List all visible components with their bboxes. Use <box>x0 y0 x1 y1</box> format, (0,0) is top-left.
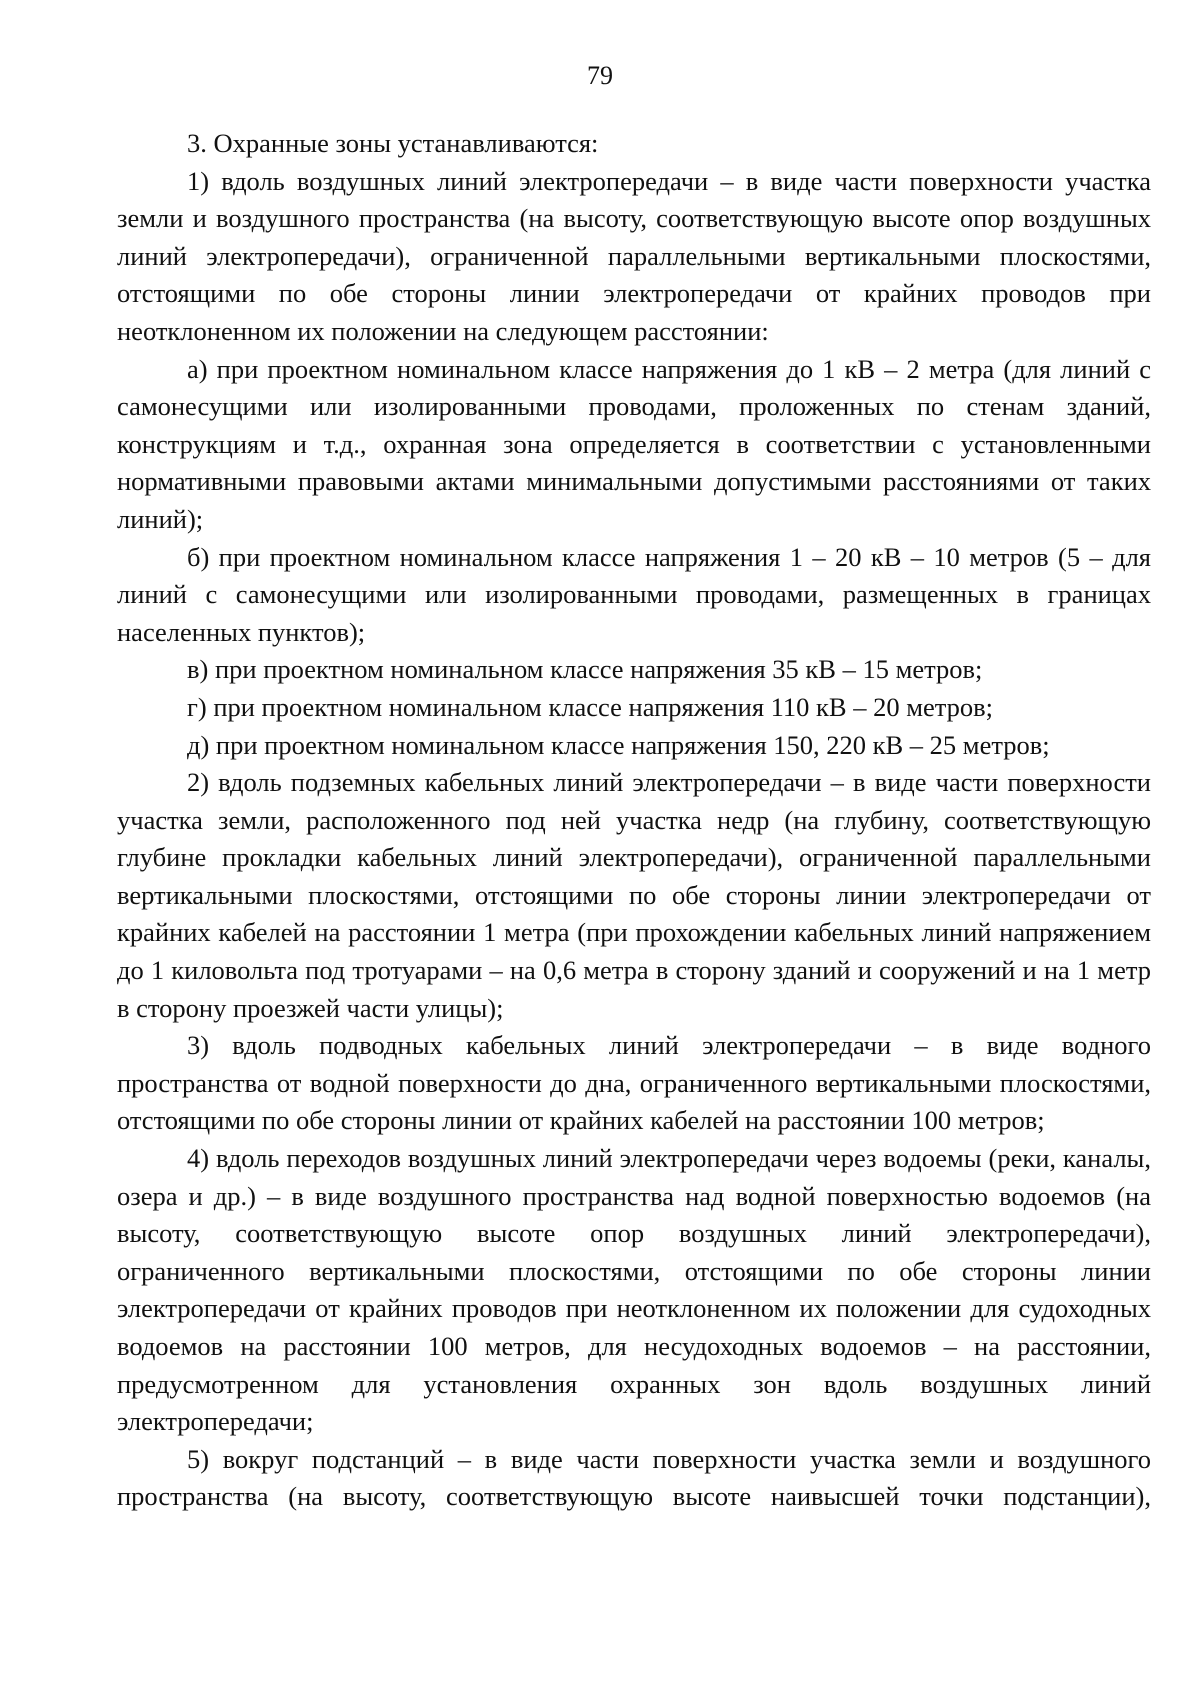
paragraph-overhead-lines: 1) вдоль воздушных линий электропередачи – в виде части поверхности участка земли и воздушного пространства (на высоту, соответствующую высоте опор воздушных линий электропередачи), ограниченной параллельными вертикальными плоскостями, отстоящими по обе стороны линии электропередачи от крайних проводов при неотклоненном их положении на следующем расстоянии: <box>117 165 1151 346</box>
paragraph-underground-cables: 2) вдоль подземных кабельных линий электропередачи – в виде части поверхности участка земли, расположенного под ней участка недр (на глубину, соответствующую глубине прокладки кабельных линий электропередачи), ограниченной параллельными вертикальными плоскостями, отстоящими по обе стороны линии электропередачи от крайних кабелей на расстоянии 1 метра (при прохождении кабельных линий напряжением до 1 киловольта под тротуарами – на 0,6 метра в сторону зданий и сооружений и на 1 метр в сторону проезжей части улицы); <box>117 767 1151 1023</box>
paragraph-item-d: д) при проектном номинальном классе напряжения 150, 220 кВ – 25 метров; <box>187 729 1050 760</box>
page-number: 79 <box>587 61 613 90</box>
paragraph-water-crossings: 4) вдоль переходов воздушных линий электропередачи через водоемы (реки, каналы, озера и др.) – в виде воздушного пространства над водной поверхностью водоемов (на высоту, соответствующую высоте опор воздушных линий электропередачи), ограниченного вертикальными плоскостями, отстоящими по обе стороны линии электропередачи от крайних проводов при неотклоненном их положении для судоходных водоемов на расстоянии 100 метров, для несудоходных водоемов – на расстоянии, предусмотренном для установления охранных зон вдоль воздушных линий электропередачи; <box>117 1143 1151 1437</box>
body-text <box>117 125 1151 1516</box>
paragraph-item-a: а) при проектном номинальном классе напряжения до 1 кВ – 2 метра (для линий с самонесущими или изолированными проводами, проложенных по стенам зданий, конструкциям и т.д., охранная зона определяется в соответствии с установленными нормативными правовыми актами минимальными допустимыми расстояниями от таких линий); <box>117 353 1151 534</box>
paragraph-protection-zones-intro: 3. Охранные зоны устанавливаются: <box>187 128 599 158</box>
paragraph-item-b: б) при проектном номинальном классе напряжения 1 – 20 кВ – 10 метров (5 – для линий с самонесущими или изолированными проводами, размещенных в границах населенных пунктов); <box>117 541 1151 647</box>
paragraph-substations: 5) вокруг подстанций – в виде части поверхности участка земли и воздушного пространства (на высоту, соответствующую высоте наивысшей точки подстанции), <box>117 1443 1151 1512</box>
paragraph-item-v: в) при проектном номинальном классе напряжения 35 кВ – 15 метров; <box>187 654 983 685</box>
paragraph-item-g: г) при проектном номинальном классе напряжения 110 кВ – 20 метров; <box>187 691 994 722</box>
paragraph-underwater-cables: 3) вдоль подводных кабельных линий электропередачи – в виде водного пространства от водной поверхности до дна, ограниченного вертикальными плоскостями, отстоящими по обе стороны линии от крайних кабелей на расстоянии 100 метров; <box>117 1030 1151 1136</box>
